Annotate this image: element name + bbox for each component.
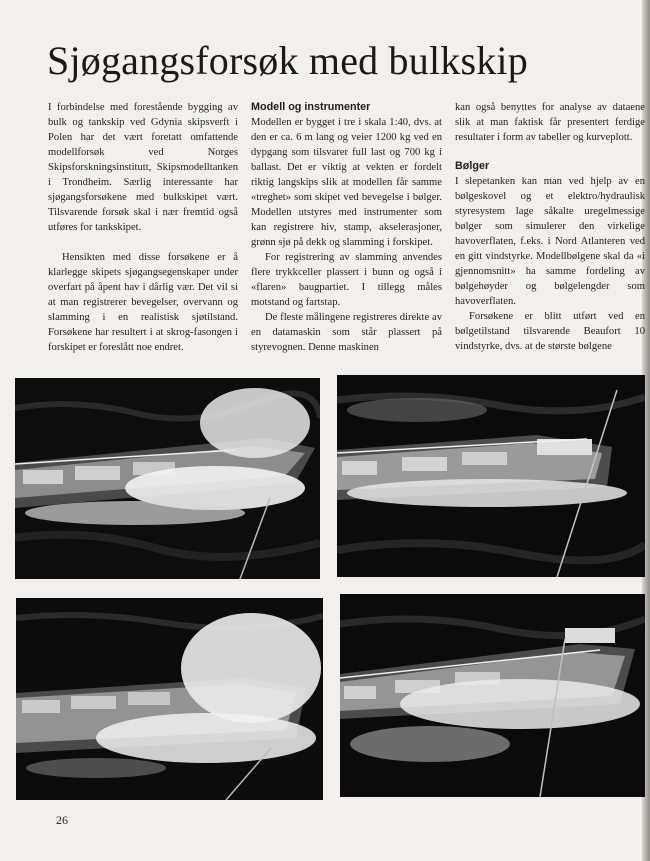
- intro-paragraph: I forbindelse med forestående bygging av bulk og tankskip ved Gdynia skipsverft i Polen har det vært foretatt omfattende modellforsøk ved Norges Skipsforskningsinstitutt, Skipsmodelltanken i Trondheim. Særlig interessante har sjøgangsforsøkene med bulkskipet vært. Tilsvarende forsøk skal i nær fremtid også utføres for tankskipet.: [48, 102, 238, 233]
- slamming-paragraph: For registrering av slamming anvendes flere trykkceller plassert i bunn og også i «flaren» baugpartiet. I tillegg måles motstand og fartstap.: [251, 252, 442, 308]
- ship-model-photo-4: [340, 594, 645, 797]
- analysis-paragraph: kan også benyttes for analyse av dataene slik at man faktisk får presentert ferdige resultater i form av tabeller og kurveplott.: [455, 102, 645, 143]
- purpose-paragraph: Hensikten med disse forsøkene er å klarlegge skipets sjøgangsegenskaper under overfart på åpent hav i dårlig vær. Det vil si at man registrerer bevegelser, overvann og slamming i en realistisk sjøtilstand. Forsøkene har resultert i at skrog-fasongen i forskipet er foreslått noe endret.: [48, 252, 238, 353]
- measurements-paragraph: De fleste målingene registreres direkte av en datamaskin som står plassert på styrevognen. Denne maskinen: [251, 312, 442, 353]
- page-title: Sjøgangsforsøk med bulkskip: [47, 38, 528, 83]
- ship-model-photo-3: [16, 598, 323, 800]
- ship-model-photo-2: [337, 375, 645, 577]
- section-heading-model: Modell og instrumenter: [251, 101, 371, 113]
- model-paragraph: Modellen er bygget i tre i skala 1:40, dvs. at den er ca. 6 m lang og veier 1200 kg ved en dypgang som tilsvarer full last og 700 kg i ballast. Det er viktig at vekten er fordelt riktig langskips slik at modellen får samme «treghet» som skipet ved bevegelse i bølger. Modellen utstyres med instrumenter som kan registrere hiv, stamp, akselerasjoner, grønn sjø på dekk og slamming i forskipet.: [251, 117, 442, 248]
- text-column-1: [48, 100, 238, 355]
- waves-paragraph: I slepetanken kan man ved hjelp av en bølgeskovel og et elektro/hydraulisk styresystem lage såkalte uregelmessige bølger som simulerer den virkelige havoverflaten, f.eks. i Nord Atlanteren ved en gitt vindstyrke. Modellbølgene skal da «i gjennomsnitt» ha samme fordeling av bølgehøyder og bølgelengder som havoverflaten.: [455, 176, 645, 307]
- page-number: 26: [56, 813, 68, 827]
- text-column-3: [455, 100, 645, 354]
- text-column-2: [251, 100, 442, 355]
- ship-model-photo-1: [15, 378, 320, 579]
- beaufort-paragraph: Forsøkene er blitt utført ved en bølgetilstand tilsvarende Beaufort 10 vindstyrke, dvs. at de største bølgene: [455, 311, 645, 352]
- section-heading-waves: Bølger: [455, 160, 490, 172]
